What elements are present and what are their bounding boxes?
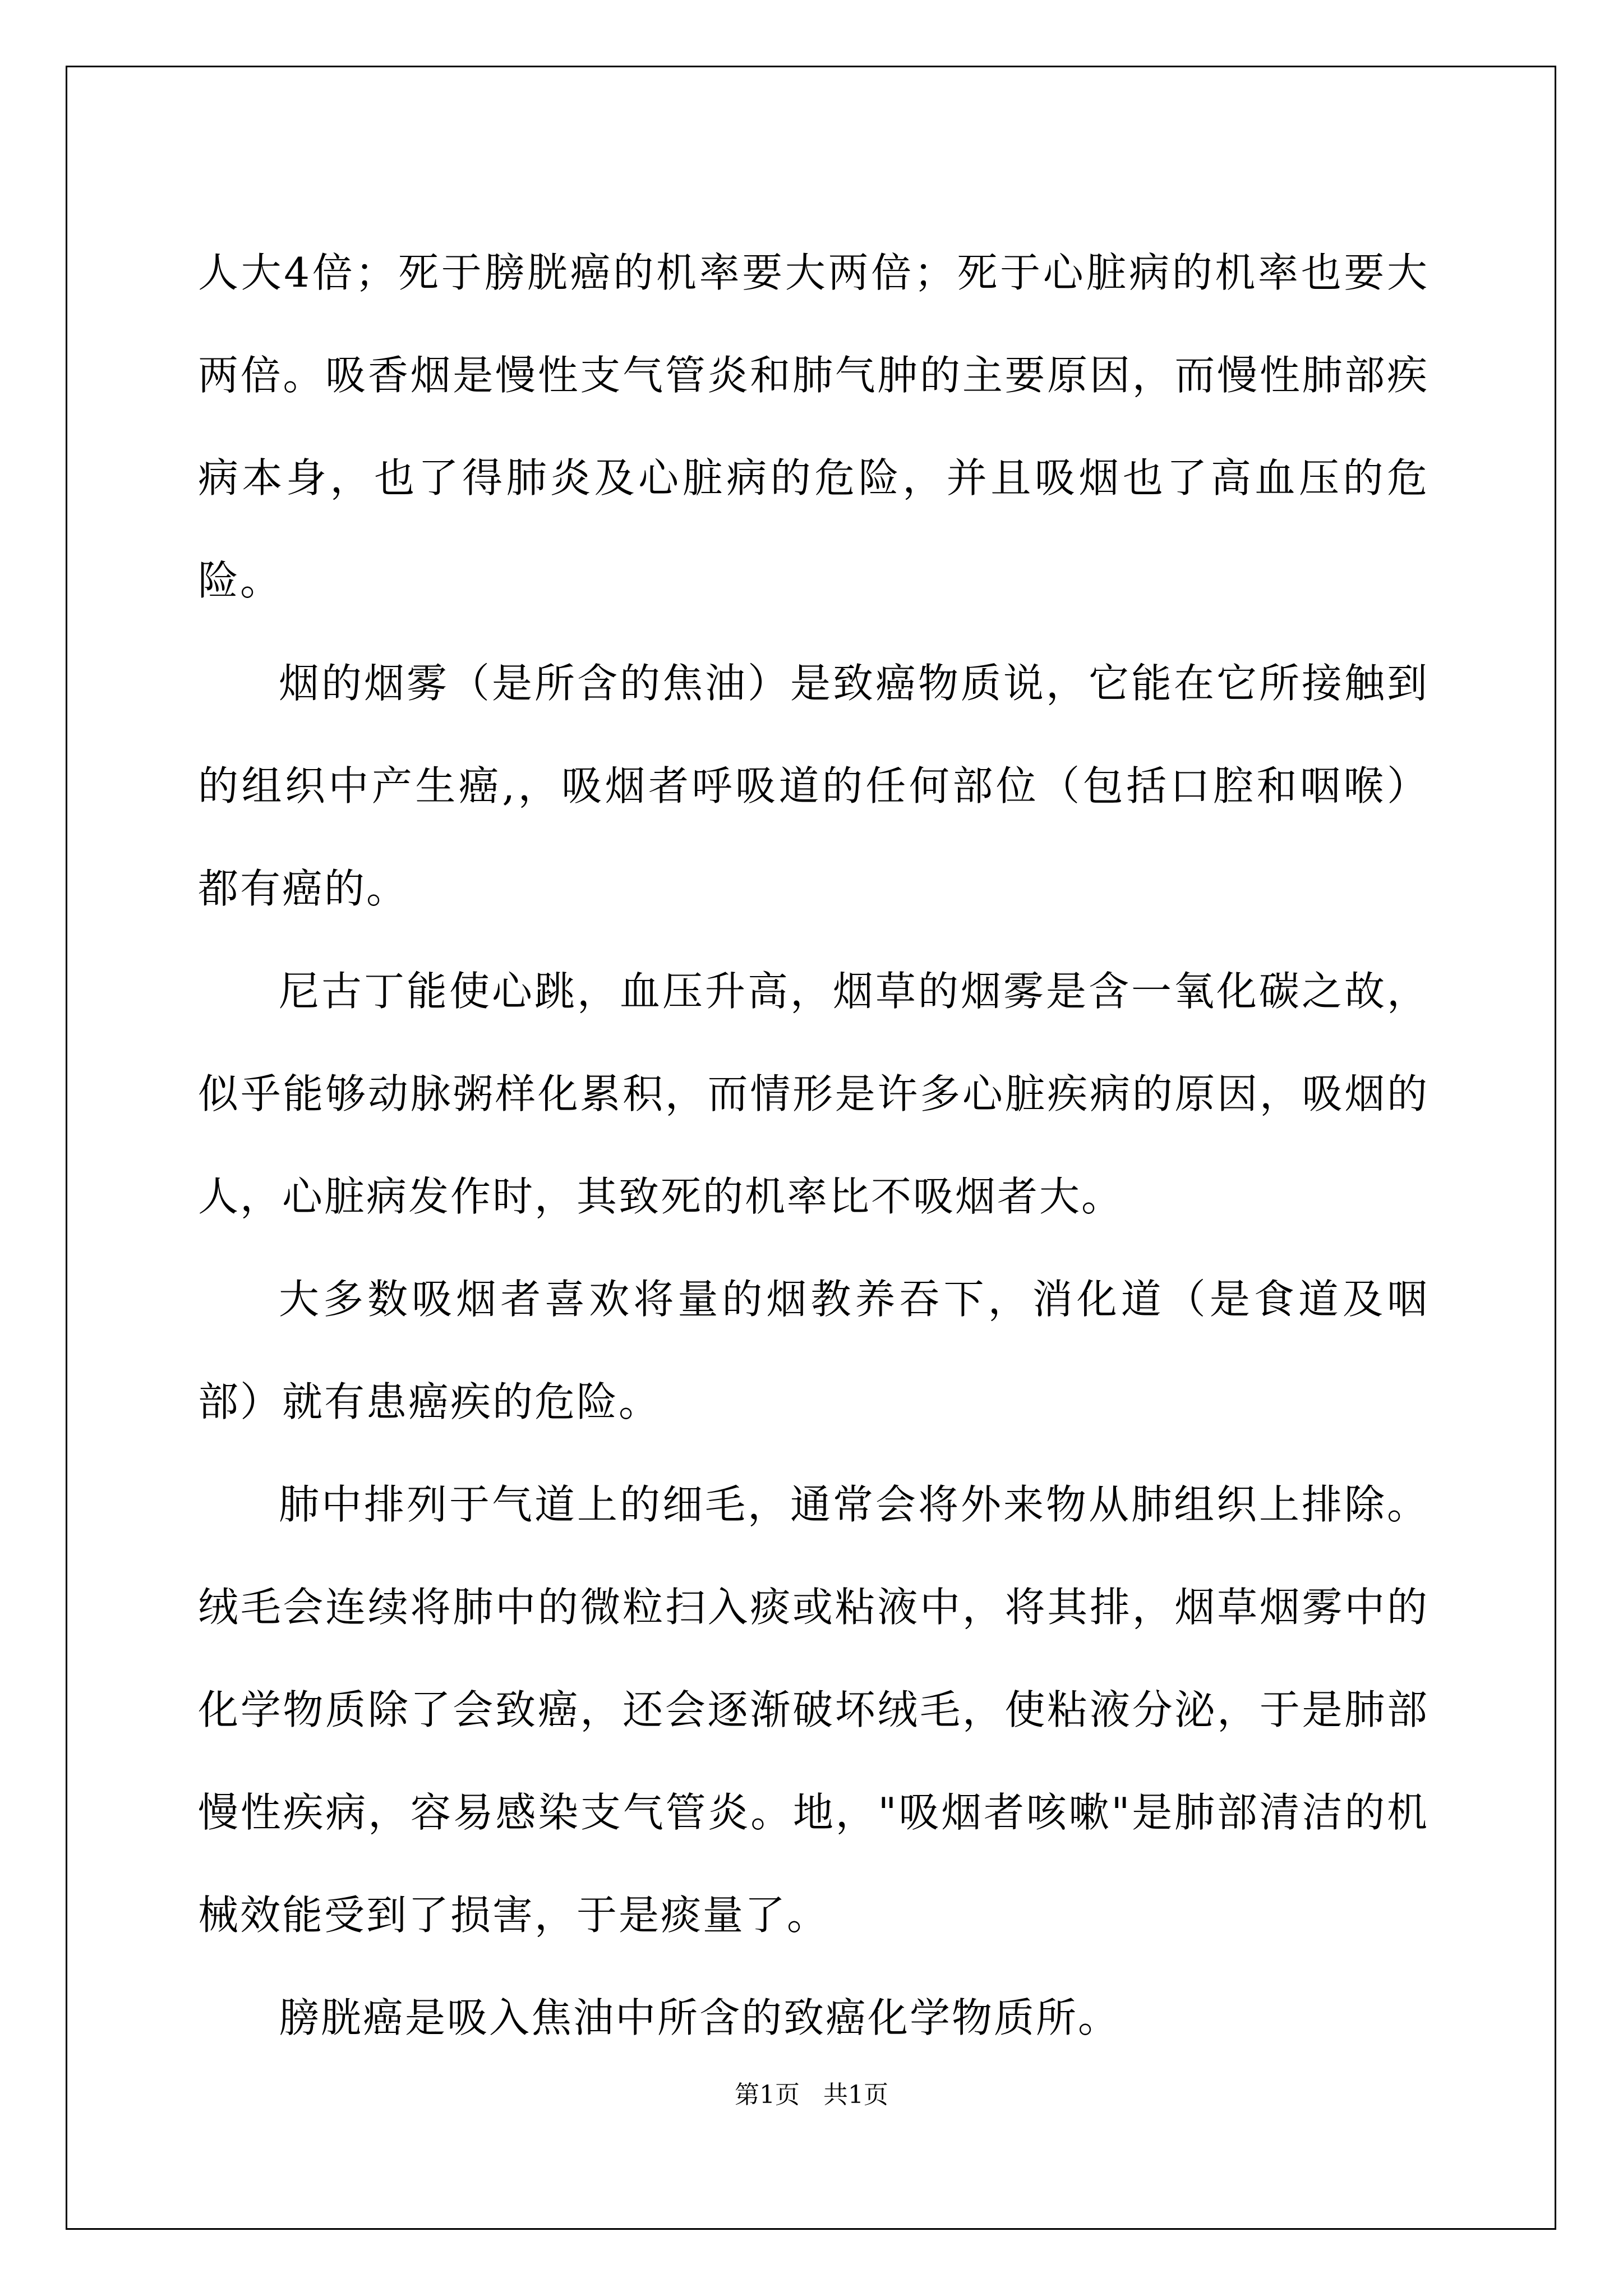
paragraph-2: 烟的烟雾（是所含的焦油）是致癌物质说，它能在它所接触到的组织中产生癌,，吸烟者呼吸道的任何部位（包括口腔和咽喉）都有癌的。 (198, 660, 1429, 912)
paragraph-5: 肺中排列于气道上的细毛，通常会将外来物从肺组织上排除。绒毛会连续将肺中的微粒扫入痰或粘液中，将其排，烟草烟雾中的化学物质除了会致癌，还会逐渐破坏绒毛，使粘液分泌，于是肺部慢性疾病，容易感染支气管炎。地，"吸烟者咳嗽"是肺部清洁的机械效能受到了损害，于是痰量了。 (198, 1481, 1429, 1939)
paragraph-3: 尼古丁能使心跳，血压升高，烟草的烟雾是含一氧化碳之故，似乎能够动脉粥样化累积，而情形是许多心脏疾病的原因，吸烟的人，心脏病发作时，其致死的机率比不吸烟者大。 (198, 968, 1429, 1220)
page-number-footer: 第1页 共1页 (735, 2081, 888, 2109)
paragraph-4: 大多数吸烟者喜欢将量的烟教养吞下，消化道（是食道及咽部）就有患癌疾的危险。 (198, 1276, 1429, 1425)
paragraph-6: 膀胱癌是吸入焦油中所含的致癌化学物质所。 (279, 1994, 1121, 2041)
document-body (198, 222, 1429, 2069)
paragraph-1: 人大4倍；死于膀胱癌的机率要大两倍；死于心脏病的机率也要大两倍。吸香烟是慢性支气管炎和肺气肿的主要原因，而慢性肺部疾病本身，也了得肺炎及心脏病的危险，并且吸烟也了高血压的危险。 (198, 249, 1429, 604)
